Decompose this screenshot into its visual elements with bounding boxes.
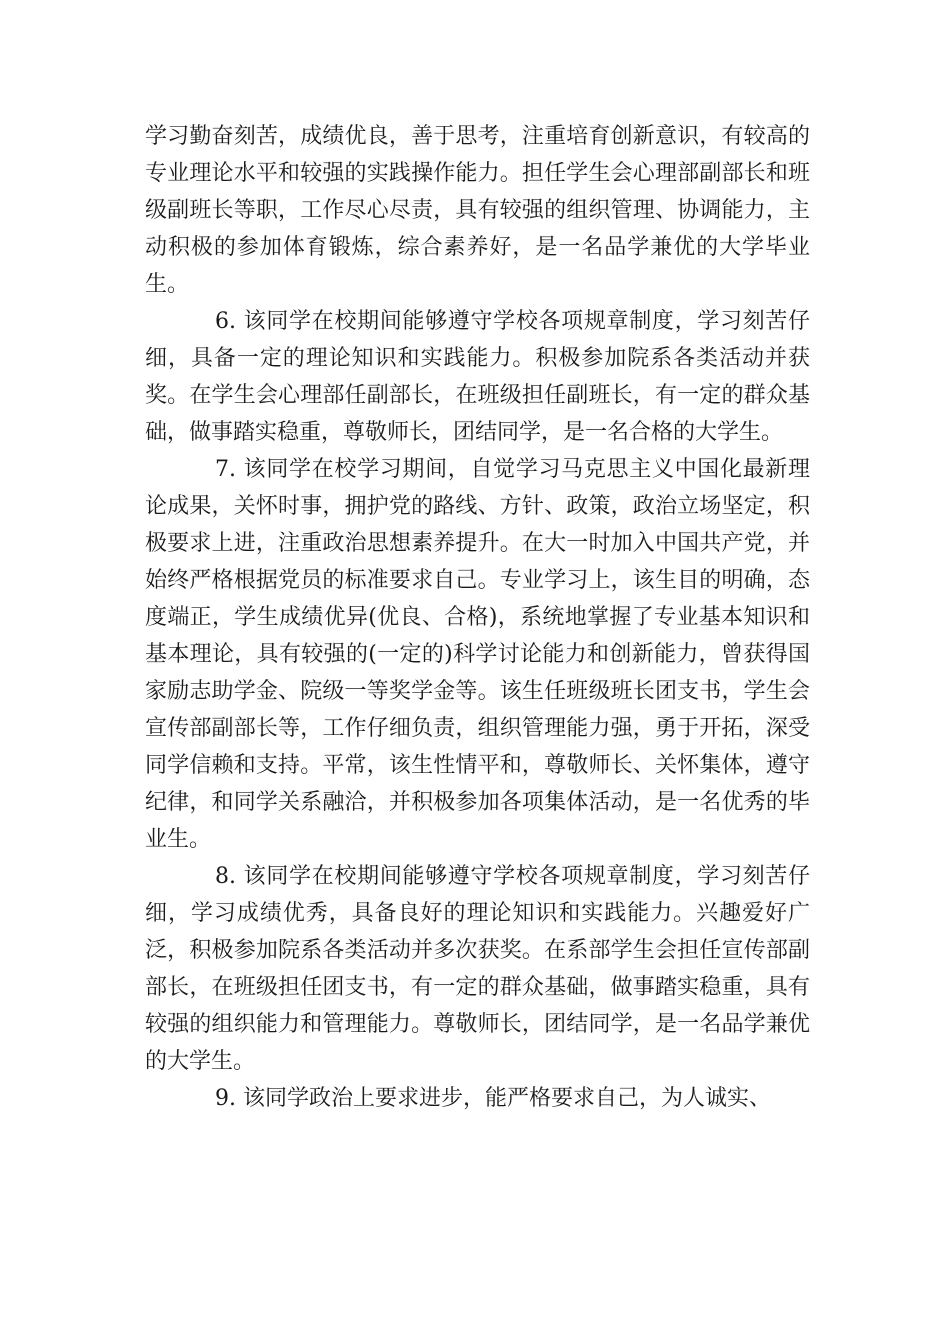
paragraph-item-7: 7. 该同学在校学习期间，自觉学习马克思主义中国化最新理论成果，关怀时事，拥护党的路线、方针、政策，政治立场坚定，积极要求上进，注重政治思想素养提升。在大一时加入中国共产党，并始终严格根据党员的标准要求自己。专业学习上，该生目的明确，态度端正，学生成绩优异(优良、合格)，系统地掌握了专业基本知识和基本理论，具有较强的(一定的)科学讨论能力和创新能力，曾获得国家励志助学金、院级一等奖学金等。该生任班级班长团支书，学生会宣传部副部长等，工作仔细负责，组织管理能力强，勇于开拓，深受同学信赖和支持。平常，该生性情平和，尊敬师长、关怀集体，遵守纪律，和同学关系融洽，并积极参加各项集体活动，是一名优秀的毕业生。: [145, 457, 810, 852]
paragraph-item-8: 8. 该同学在校期间能够遵守学校各项规章制度，学习刻苦仔细，学习成绩优秀，具备良好的理论知识和实践能力。兴趣爱好广泛，积极参加院系各类活动并多次获奖。在系部学生会担任宣传部副部长，在班级担任团支书，有一定的群众基础，做事踏实稳重，具有较强的组织能力和管理能力。尊敬师长，团结同学，是一名品学兼优的大学生。: [145, 864, 810, 1074]
paragraph-continued: 学习勤奋刻苦，成绩优良，善于思考，注重培育创新意识，有较高的专业理论水平和较强的实践操作能力。担任学生会心理部副部长和班级副班长等职，工作尽心尽责，具有较强的组织管理、协调能力，主动积极的参加体育锻炼，综合素养好，是一名品学兼优的大学毕业生。: [145, 124, 810, 297]
paragraph-item-6: 6. 该同学在校期间能够遵守学校各项规章制度，学习刻苦仔细，具备一定的理论知识和实践能力。积极参加院系各类活动并获奖。在学生会心理部任副部长，在班级担任副班长，有一定的群众基础，做事踏实稳重，尊敬师长，团结同学，是一名合格的大学生。: [145, 309, 810, 445]
document-body: [145, 118, 810, 1117]
paragraph-item-9: 9. 该同学政治上要求进步，能严格要求自己，为人诚实、: [215, 1086, 771, 1111]
